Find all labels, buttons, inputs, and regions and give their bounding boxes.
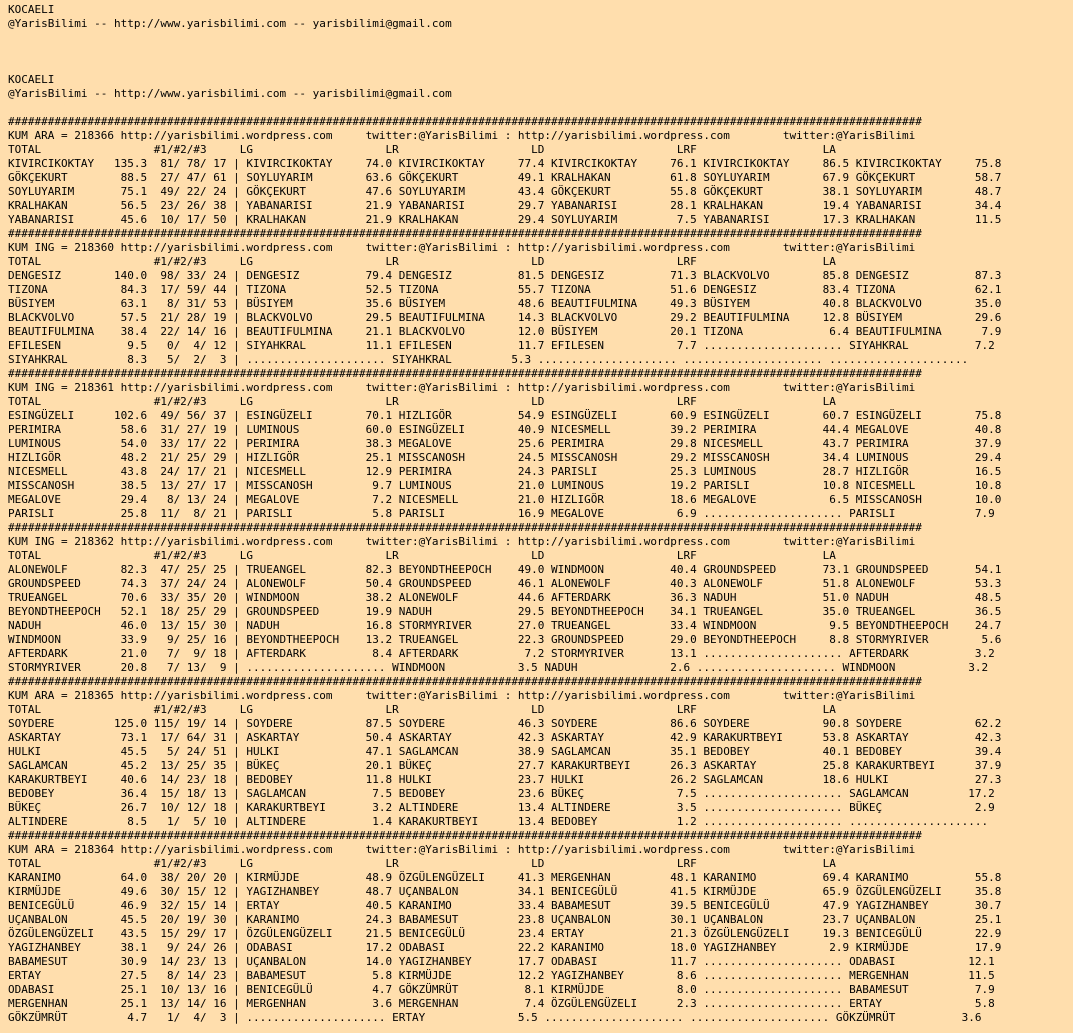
report-line: ########################################################################################################################################## (8, 829, 922, 842)
report-line: TOTAL #1/#2/#3 LG LR LD LRF LA (8, 549, 836, 562)
report-line: KUM ARA = 218365 http://yarisbilimi.wordpress.com twitter:@YarisBilimi : http://yarisbilimi.wordpress.com twitter:@YarisBilimi (8, 689, 916, 702)
text-report (8, 3, 1070, 1025)
report-line: EFILESEN 9.5 0/ 4/ 12 | SIYAHKRAL 11.1 EFILESEN 11.7 EFILESEN 7.7 ..................... SIYAHKRAL 7.2 (8, 339, 995, 352)
report-line: TOTAL #1/#2/#3 LG LR LD LRF LA (8, 395, 836, 408)
report-line: ESINGÜZELI 102.6 49/ 56/ 37 | ESINGÜZELI 70.1 HIZLIGÖR 54.9 ESINGÜZELI 60.9 ESINGÜZELI 60.7 ESINGÜZELI 75.8 (8, 409, 1002, 422)
report-line: KARANIMO 64.0 38/ 20/ 20 | KIRMÜJDE 48.9 ÖZGÜLENGÜZELI 41.3 MERGENHAN 48.1 KARANIMO 69.4 KARANIMO 55.8 (8, 871, 1002, 884)
report-line: NADUH 46.0 13/ 15/ 30 | NADUH 16.8 STORMYRIVER 27.0 TRUEANGEL 33.4 WINDMOON 9.5 BEYONDTHEEPOCH 24.7 (8, 619, 1002, 632)
report-line: SOYLUYARIM 75.1 49/ 22/ 24 | GÖKÇEKURT 47.6 SOYLUYARIM 43.4 GÖKÇEKURT 55.8 GÖKÇEKURT 38.1 SOYLUYARIM 48.7 (8, 185, 1002, 198)
report-line: BÜKEÇ 26.7 10/ 12/ 18 | KARAKURTBEYI 3.2 ALTINDERE 13.4 ALTINDERE 3.5 ..................... BÜKEÇ 2.9 (8, 801, 995, 814)
report-line: WINDMOON 33.9 9/ 25/ 16 | BEYONDTHEEPOCH 13.2 TRUEANGEL 22.3 GROUNDSPEED 29.0 BEYONDTHEEPOCH 8.8 STORMYRIVER 5.6 (8, 633, 1002, 646)
report-line: KUM ING = 218362 http://yarisbilimi.wordpress.com twitter:@YarisBilimi : http://yarisbilimi.wordpress.com twitter:@YarisBilimi (8, 535, 916, 548)
report-line: ########################################################################################################################################## (8, 521, 922, 534)
report-line: KIVIRCIKOKTAY 135.3 81/ 78/ 17 | KIVIRCIKOKTAY 74.0 KIVIRCIKOKTAY 77.4 KIVIRCIKOKTAY 76.1 KIVIRCIKOKTAY 86.5 KIVIRCIKOKTAY 75.8 (8, 157, 1002, 170)
report-line: ########################################################################################################################################## (8, 675, 922, 688)
report-line: BENICEGÜLÜ 46.9 32/ 15/ 14 | ERTAY 40.5 KARANIMO 33.4 BABAMESUT 39.5 BENICEGÜLÜ 47.9 YAGIZHANBEY 30.7 (8, 899, 1002, 912)
report-line: BLACKVOLVO 57.5 21/ 28/ 19 | BLACKVOLVO 29.5 BEAUTIFULMINA 14.3 BLACKVOLVO 29.2 BEAUTIFULMINA 12.8 BÜSIYEM 29.6 (8, 311, 1002, 324)
report-line: LUMINOUS 54.0 33/ 17/ 22 | PERIMIRA 38.3 MEGALOVE 25.6 PERIMIRA 29.8 NICESMELL 43.7 PERIMIRA 37.9 (8, 437, 1002, 450)
report-line: SOYDERE 125.0 115/ 19/ 14 | SOYDERE 87.5 SOYDERE 46.3 SOYDERE 86.6 SOYDERE 90.8 SOYDERE 62.2 (8, 717, 1002, 730)
report-line: STORMYRIVER 20.8 7/ 13/ 9 | ..................... WINDMOON 3.5 NADUH 2.6 ..................... WINDMOON 3.2 (8, 661, 989, 674)
report-line: SIYAHKRAL 8.3 5/ 2/ 3 | ..................... SIYAHKRAL 5.3 ..................... ..................... ..................... (8, 353, 969, 366)
report-line: BABAMESUT 30.9 14/ 23/ 13 | UÇANBALON 14.0 YAGIZHANBEY 17.7 ODABASI 11.7 ..................... ODABASI 12.1 (8, 955, 995, 968)
report-line: MERGENHAN 25.1 13/ 14/ 16 | MERGENHAN 3.6 MERGENHAN 7.4 ÖZGÜLENGÜZELI 2.3 ..................... ERTAY 5.8 (8, 997, 995, 1010)
city-title: KOCAELI (8, 3, 55, 16)
report-line: GÖKZÜMRÜT 4.7 1/ 4/ 3 | ..................... ERTAY 5.5 ..................... ..................... GÖKZÜMRÜT 3.6 (8, 1011, 982, 1024)
report-line: ÖZGÜLENGÜZELI 43.5 15/ 29/ 17 | ÖZGÜLENGÜZELI 21.5 BENICEGÜLÜ 23.4 ERTAY 21.3 ÖZGÜLENGÜZELI 19.3 BENICEGÜLÜ 22.9 (8, 927, 1002, 940)
report-line: ASKARTAY 73.1 17/ 64/ 31 | ASKARTAY 50.4 ASKARTAY 42.3 ASKARTAY 42.9 KARAKURTBEYI 53.8 ASKARTAY 42.3 (8, 731, 1002, 744)
report-line: ########################################################################################################################################## (8, 227, 922, 240)
report-line: UÇANBALON 45.5 20/ 19/ 30 | KARANIMO 24.3 BABAMESUT 23.8 UÇANBALON 30.1 UÇANBALON 23.7 UÇANBALON 25.1 (8, 913, 1002, 926)
city-title: KOCAELI (8, 73, 55, 86)
report-line: ALTINDERE 8.5 1/ 5/ 10 | ALTINDERE 1.4 KARAKURTBEYI 13.4 BEDOBEY 1.2 ..................... ..................... (8, 815, 989, 828)
report-line: KUM ING = 218361 http://yarisbilimi.wordpress.com twitter:@YarisBilimi : http://yarisbilimi.wordpress.com twitter:@YarisBilimi (8, 381, 916, 394)
report-line: TIZONA 84.3 17/ 59/ 44 | TIZONA 52.5 TIZONA 55.7 TIZONA 51.6 DENGESIZ 83.4 TIZONA 62.1 (8, 283, 1002, 296)
report-line: BEAUTIFULMINA 38.4 22/ 14/ 16 | BEAUTIFULMINA 21.1 BLACKVOLVO 12.0 BÜSIYEM 20.1 TIZONA 6.4 BEAUTIFULMINA 7.9 (8, 325, 1002, 338)
report-line: AFTERDARK 21.0 7/ 9/ 18 | AFTERDARK 8.4 AFTERDARK 7.2 STORMYRIVER 13.1 ..................... AFTERDARK 3.2 (8, 647, 995, 660)
contact-line: @YarisBilimi -- http://www.yarisbilimi.com -- yarisbilimi@gmail.com (8, 87, 452, 100)
race-report-table (8, 115, 1070, 1025)
report-line: KARAKURTBEYI 40.6 14/ 23/ 18 | BEDOBEY 11.8 HULKI 23.7 HULKI 26.2 SAGLAMCAN 18.6 HULKI 27.3 (8, 773, 1002, 786)
report-line: TOTAL #1/#2/#3 LG LR LD LRF LA (8, 255, 836, 268)
report-line: DENGESIZ 140.0 98/ 33/ 24 | DENGESIZ 79.4 DENGESIZ 81.5 DENGESIZ 71.3 BLACKVOLVO 85.8 DENGESIZ 87.3 (8, 269, 1002, 282)
report-line: GROUNDSPEED 74.3 37/ 24/ 24 | ALONEWOLF 50.4 GROUNDSPEED 46.1 ALONEWOLF 40.3 ALONEWOLF 51.8 ALONEWOLF 53.3 (8, 577, 1002, 590)
report-line: TOTAL #1/#2/#3 LG LR LD LRF LA (8, 857, 836, 870)
report-line: BEYONDTHEEPOCH 52.1 18/ 25/ 29 | GROUNDSPEED 19.9 NADUH 29.5 BEYONDTHEEPOCH 34.1 TRUEANGEL 35.0 TRUEANGEL 36.5 (8, 605, 1002, 618)
report-line: PARISLI 25.8 11/ 8/ 21 | PARISLI 5.8 PARISLI 16.9 MEGALOVE 6.9 ..................... PARISLI 7.9 (8, 507, 995, 520)
report-line: KIRMÜJDE 49.6 30/ 15/ 12 | YAGIZHANBEY 48.7 UÇANBALON 34.1 BENICEGÜLÜ 41.5 KIRMÜJDE 65.9 ÖZGÜLENGÜZELI 35.8 (8, 885, 1002, 898)
report-line: GÖKÇEKURT 88.5 27/ 47/ 61 | SOYLUYARIM 63.6 GÖKÇEKURT 49.1 KRALHAKAN 61.8 SOYLUYARIM 67.9 GÖKÇEKURT 58.7 (8, 171, 1002, 184)
report-line: ALONEWOLF 82.3 47/ 25/ 25 | TRUEANGEL 82.3 BEYONDTHEEPOCH 49.0 WINDMOON 40.4 GROUNDSPEED 73.1 GROUNDSPEED 54.1 (8, 563, 1002, 576)
report-line: KUM ARA = 218366 http://yarisbilimi.wordpress.com twitter:@YarisBilimi : http://yarisbilimi.wordpress.com twitter:@YarisBilimi (8, 129, 916, 142)
report-line: KRALHAKAN 56.5 23/ 26/ 38 | YABANARISI 21.9 YABANARISI 29.7 YABANARISI 28.1 KRALHAKAN 19.4 YABANARISI 34.4 (8, 199, 1002, 212)
report-line: PERIMIRA 58.6 31/ 27/ 19 | LUMINOUS 60.0 ESINGÜZELI 40.9 NICESMELL 39.2 PERIMIRA 44.4 MEGALOVE 40.8 (8, 423, 1002, 436)
report-line: ERTAY 27.5 8/ 14/ 23 | BABAMESUT 5.8 KIRMÜJDE 12.2 YAGIZHANBEY 8.6 ..................... MERGENHAN 11.5 (8, 969, 995, 982)
report-line: TOTAL #1/#2/#3 LG LR LD LRF LA (8, 703, 836, 716)
report-line: MISSCANOSH 38.5 13/ 27/ 17 | MISSCANOSH 9.7 LUMINOUS 21.0 LUMINOUS 19.2 PARISLI 10.8 NICESMELL 10.8 (8, 479, 1002, 492)
report-line: BEDOBEY 36.4 15/ 18/ 13 | SAGLAMCAN 7.5 BEDOBEY 23.6 BÜKEÇ 7.5 ..................... SAGLAMCAN 17.2 (8, 787, 995, 800)
report-line: TOTAL #1/#2/#3 LG LR LD LRF LA (8, 143, 836, 156)
report-line: HULKI 45.5 5/ 24/ 51 | HULKI 47.1 SAGLAMCAN 38.9 SAGLAMCAN 35.1 BEDOBEY 40.1 BEDOBEY 39.4 (8, 745, 1002, 758)
report-line: YAGIZHANBEY 38.1 9/ 24/ 26 | ODABASI 17.2 ODABASI 22.2 KARANIMO 18.0 YAGIZHANBEY 2.9 KIRMÜJDE 17.9 (8, 941, 1002, 954)
report-line: YABANARISI 45.6 10/ 17/ 50 | KRALHAKAN 21.9 KRALHAKAN 29.4 SOYLUYARIM 7.5 YABANARISI 17.3 KRALHAKAN 11.5 (8, 213, 1002, 226)
report-line: BÜSIYEM 63.1 8/ 31/ 53 | BÜSIYEM 35.6 BÜSIYEM 48.6 BEAUTIFULMINA 49.3 BÜSIYEM 40.8 BLACKVOLVO 35.0 (8, 297, 1002, 310)
report-line: KUM ARA = 218364 http://yarisbilimi.wordpress.com twitter:@YarisBilimi : http://yarisbilimi.wordpress.com twitter:@YarisBilimi (8, 843, 916, 856)
report-line: TRUEANGEL 70.6 33/ 35/ 20 | WINDMOON 38.2 ALONEWOLF 44.6 AFTERDARK 36.3 NADUH 51.0 NADUH 48.5 (8, 591, 1002, 604)
spacer (8, 45, 1070, 59)
spacer (8, 59, 1070, 73)
header-block-1 (8, 3, 1070, 31)
header-block-2 (8, 73, 1070, 101)
report-line: HIZLIGÖR 48.2 21/ 25/ 29 | HIZLIGÖR 25.1 MISSCANOSH 24.5 MISSCANOSH 29.2 MISSCANOSH 34.4 LUMINOUS 29.4 (8, 451, 1002, 464)
report-line: ########################################################################################################################################## (8, 367, 922, 380)
report-line: KUM ING = 218360 http://yarisbilimi.wordpress.com twitter:@YarisBilimi : http://yarisbilimi.wordpress.com twitter:@YarisBilimi (8, 241, 916, 254)
report-line: ########################################################################################################################################## (8, 115, 922, 128)
report-line: MEGALOVE 29.4 8/ 13/ 24 | MEGALOVE 7.2 NICESMELL 21.0 HIZLIGÖR 18.6 MEGALOVE 6.5 MISSCANOSH 10.0 (8, 493, 1002, 506)
report-line: ODABASI 25.1 10/ 13/ 16 | BENICEGÜLÜ 4.7 GÖKZÜMRÜT 8.1 KIRMÜJDE 8.0 ..................... BABAMESUT 7.9 (8, 983, 995, 996)
report-line: SAGLAMCAN 45.2 13/ 25/ 35 | BÜKEÇ 20.1 BÜKEÇ 27.7 KARAKURTBEYI 26.3 ASKARTAY 25.8 KARAKURTBEYI 37.9 (8, 759, 1002, 772)
spacer (8, 101, 1070, 115)
contact-line: @YarisBilimi -- http://www.yarisbilimi.com -- yarisbilimi@gmail.com (8, 17, 452, 30)
spacer (8, 31, 1070, 45)
report-line: NICESMELL 43.8 24/ 17/ 21 | NICESMELL 12.9 PERIMIRA 24.3 PARISLI 25.3 LUMINOUS 28.7 HIZLIGÖR 16.5 (8, 465, 1002, 478)
